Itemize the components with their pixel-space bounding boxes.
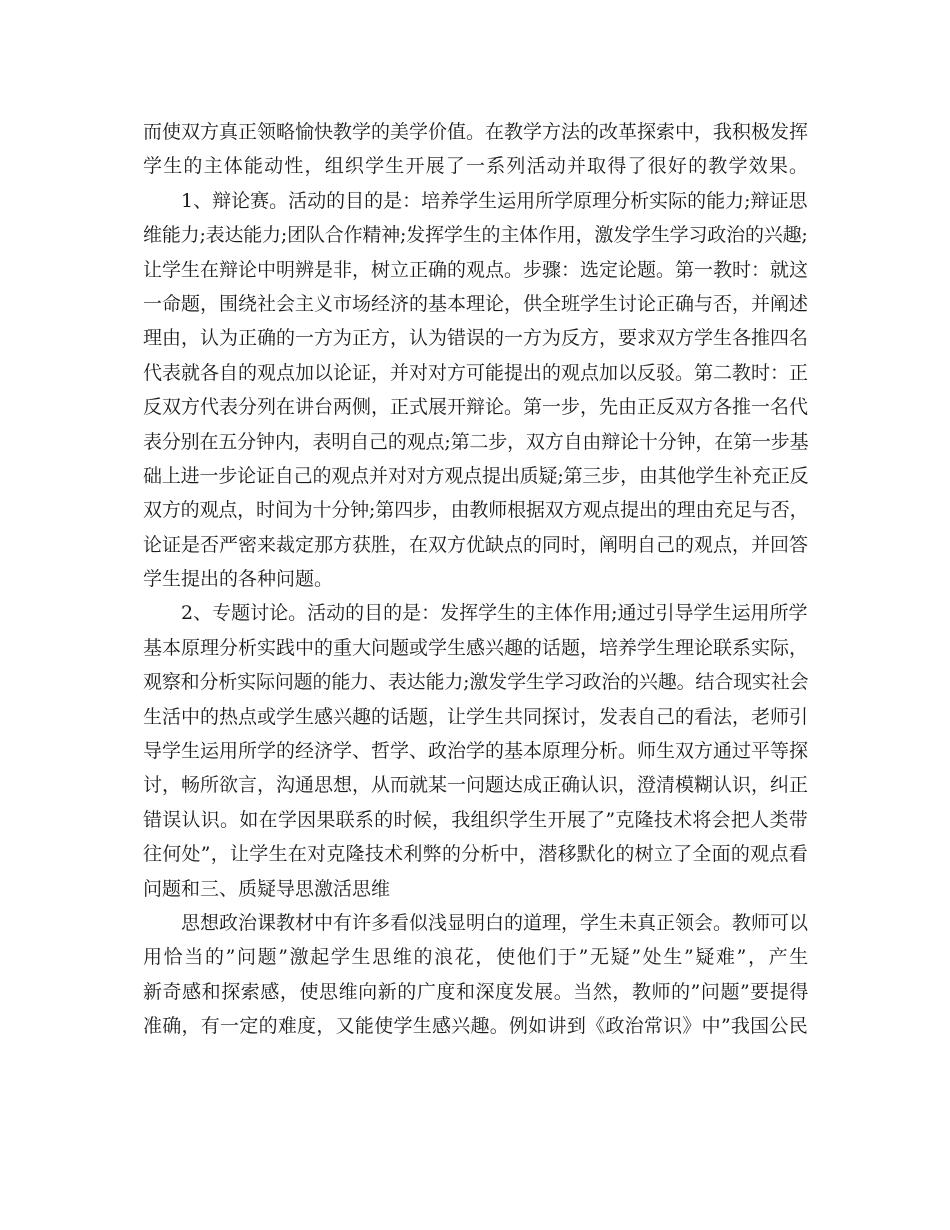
text-line: 用恰当的”问题”激起学生思维的浪花，使他们于”无疑”处生”疑难”，产生 [143, 946, 810, 969]
text-line: 准确，有一定的难度，又能使学生感兴趣。例如讲到《政治常识》中”我国公民 [143, 1015, 808, 1038]
text-line: 观察和分析实际问题的能力、表达能力;激发学生学习政治的兴趣。结合现实社会 [143, 671, 809, 694]
text-line: 1、辩论赛。活动的目的是：培养学生运用所学原理分析实际的能力;辩证思 [181, 189, 808, 212]
text-line: 新奇感和探索感，使思维向新的广度和深度发展。当然，教师的”问题”要提得 [143, 980, 809, 1003]
text-line: 往何处”，让学生在对克隆技术利弊的分析中，潜移默化的树立了全面的观点看 [143, 843, 808, 866]
text-line: 维能力;表达能力;团队合作精神;发挥学生的主体作用，激发学生学习政治的兴趣; [143, 224, 808, 247]
text-line: 问题和三、质疑导思激活思维 [143, 877, 391, 900]
document-body [143, 115, 808, 1044]
text-line: 而使双方真正领略愉快教学的美学价值。在教学方法的改革探索中，我积极发挥 [143, 121, 809, 143]
text-line: 一命题，围绕社会主义市场经济的基本理论，供全班学生讨论正确与否，并阐述 [143, 292, 809, 315]
text-line: 错误认识。如在学因果联系的时候，我组织学生开展了”克隆技术将会把人类带 [143, 808, 808, 831]
text-line: 理由，认为正确的一方为正方，认为错误的一方为反方，要求双方学生各推四名 [143, 327, 809, 350]
text-line: 导学生运用所学的经济学、哲学、政治学的基本原理分析。师生双方通过平等探 [143, 740, 809, 763]
text-line: 学生的主体能动性，组织学生开展了一系列活动并取得了很好的教学效果。 [143, 155, 810, 178]
text-line: 代表就各自的观点加以论证，并对对方可能提出的观点加以反驳。第二教时：正 [143, 361, 809, 384]
text-line: 思想政治课教材中有许多看似浅显明白的道理，学生未真正领会。教师可以 [181, 911, 809, 934]
text-line: 2、专题讨论。活动的目的是：发挥学生的主体作用;通过引导学生运用所学 [181, 602, 808, 625]
text-line: 论证是否严密来裁定那方获胜，在双方优缺点的同时，阐明自己的观点，并回答 [143, 533, 809, 556]
text-line: 反双方代表分列在讲台两侧，正式展开辩论。第一步，先由正反双方各推一名代 [143, 396, 809, 419]
text-line: 让学生在辩论中明辨是非，树立正确的观点。步骤：选定论题。第一教时：就这 [143, 258, 809, 281]
text-line: 生活中的热点或学生感兴趣的话题，让学生共同探讨，发表自己的看法，老师引 [143, 705, 809, 728]
text-line: 表分别在五分钟内，表明自己的观点;第二步，双方自由辩论十分钟，在第一步基 [143, 430, 809, 453]
text-line: 础上进一步论证自己的观点并对对方观点提出质疑;第三步，由其他学生补充正反 [143, 464, 809, 487]
text-line: 基本原理分析实践中的重大问题或学生感兴趣的话题，培养学生理论联系实际， [143, 636, 809, 659]
text-line: 双方的观点，时间为十分钟;第四步，由教师根据双方观点提出的理由充足与否， [143, 499, 809, 522]
text-line: 学生提出的各种问题。 [143, 568, 334, 591]
text-line: 讨，畅所欲言，沟通思想，从而就某一问题达成正确认识，澄清模糊认识，纠正 [143, 774, 809, 797]
